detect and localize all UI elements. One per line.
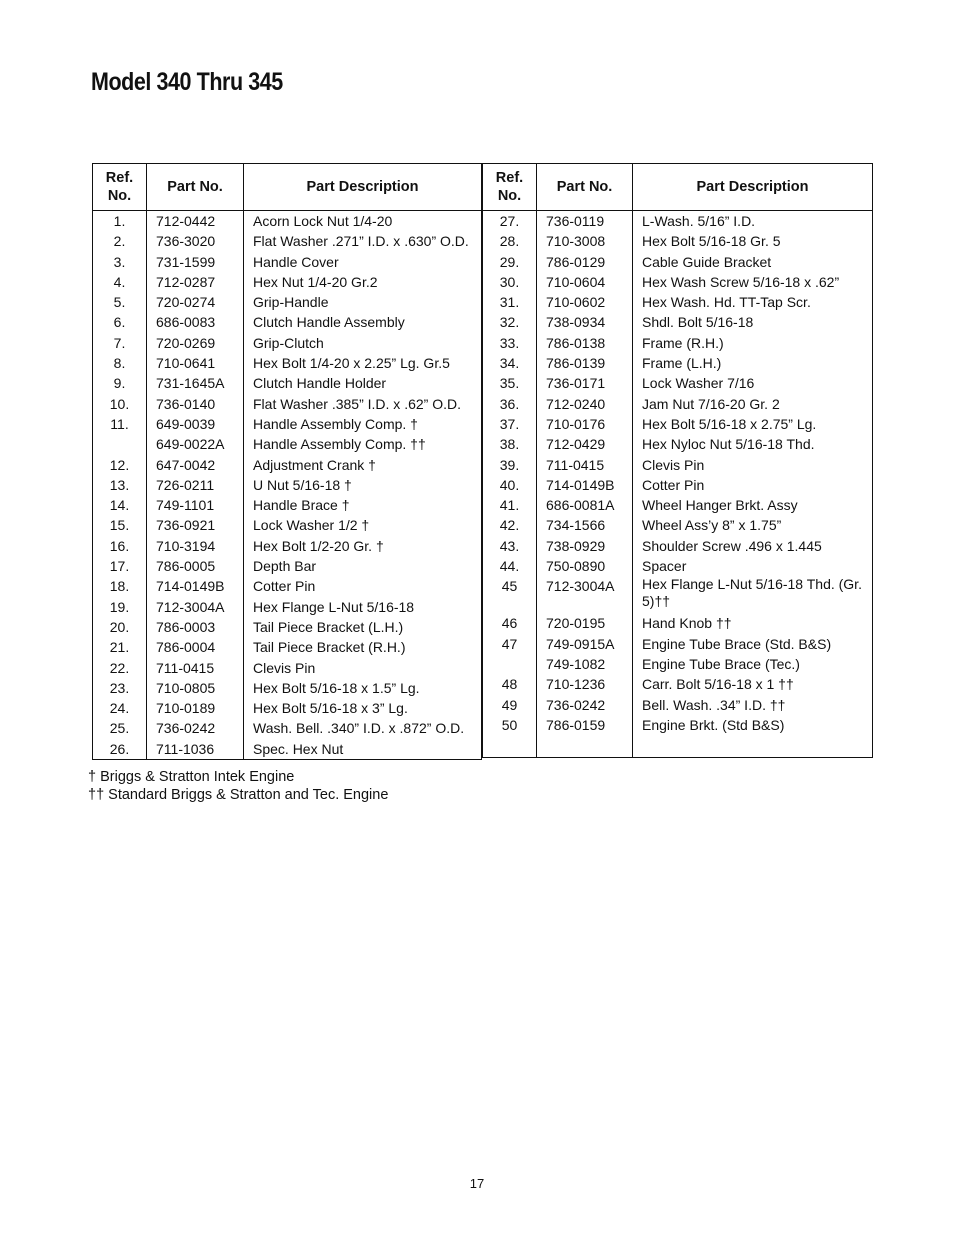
part-no-cell: 786-0138: [537, 333, 633, 353]
ref-no-cell: 7.: [93, 333, 147, 353]
ref-no-cell: 39.: [483, 455, 537, 475]
table-row: [93, 597, 482, 617]
part-no-cell: 711-0415: [537, 455, 633, 475]
ref-no-cell: 24.: [93, 698, 147, 718]
part-description-cell: Cotter Pin: [244, 576, 482, 596]
ref-no-cell: 29.: [483, 252, 537, 272]
part-description-cell: Hex Bolt 5/16-18 x 3” Lg.: [244, 698, 482, 718]
table-row: [483, 333, 873, 353]
table-row: [483, 272, 873, 292]
table-row: [483, 613, 873, 633]
part-no-cell: 749-1101: [147, 495, 244, 515]
part-no-cell: 786-0159: [537, 715, 633, 735]
ref-no-cell: 8.: [93, 353, 147, 373]
ref-no-cell: 21.: [93, 637, 147, 657]
ref-no-cell: 46: [483, 613, 537, 633]
part-description-cell: Depth Bar: [244, 556, 482, 576]
part-no-cell: 786-0005: [147, 556, 244, 576]
ref-no-cell: 26.: [93, 739, 147, 760]
ref-no-cell: 17.: [93, 556, 147, 576]
table-header-row: [93, 164, 482, 211]
table-row: [93, 698, 482, 718]
table-row: [483, 556, 873, 576]
ref-no-cell: 47: [483, 634, 537, 654]
part-description-cell: Wash. Bell. .340” I.D. x .872” O.D.: [244, 718, 482, 738]
header-ref-no: Ref. No.: [93, 164, 147, 211]
table-row: [93, 678, 482, 698]
table-row: [483, 394, 873, 414]
table-row: [93, 718, 482, 738]
part-no-cell: 710-0805: [147, 678, 244, 698]
table-row: [483, 211, 873, 232]
ref-no-cell: 43.: [483, 536, 537, 556]
part-description-cell: Hex Wash Screw 5/16-18 x .62”: [633, 272, 873, 292]
ref-no-cell: 18.: [93, 576, 147, 596]
part-description-cell: Flat Washer .385” I.D. x .62” O.D.: [244, 394, 482, 414]
part-no-cell: 712-0442: [147, 211, 244, 232]
part-description-cell: Clutch Handle Assembly: [244, 312, 482, 332]
header-part-no: Part No.: [147, 164, 244, 211]
ref-no-cell: 1.: [93, 211, 147, 232]
table-row: [93, 739, 482, 760]
table-row: [483, 414, 873, 434]
empty-cell: [633, 735, 873, 758]
part-description-cell: Lock Washer 7/16: [633, 373, 873, 393]
table-row: [483, 634, 873, 654]
part-description-cell: Hex Bolt 5/16-18 Gr. 5: [633, 231, 873, 251]
ref-no-cell: 32.: [483, 312, 537, 332]
table-row: [93, 617, 482, 637]
ref-no-cell: 16.: [93, 536, 147, 556]
table-row: [483, 434, 873, 454]
ref-no-cell: 31.: [483, 292, 537, 312]
ref-no-cell: 5.: [93, 292, 147, 312]
table-row: [483, 353, 873, 373]
ref-no-cell: 28.: [483, 231, 537, 251]
table-row: [483, 312, 873, 332]
ref-no-cell: 38.: [483, 434, 537, 454]
parts-table-right: [482, 163, 873, 758]
ref-no-cell: 2.: [93, 231, 147, 251]
table-row: [483, 695, 873, 715]
part-description-cell: Handle Assembly Comp. †: [244, 414, 482, 434]
part-no-cell: 726-0211: [147, 475, 244, 495]
part-description-cell: Wheel Hanger Brkt. Assy: [633, 495, 873, 515]
part-description-cell: Wheel Ass’y 8” x 1.75”: [633, 515, 873, 535]
ref-no-cell: 12.: [93, 455, 147, 475]
table-row: [93, 272, 482, 292]
part-description-cell: Grip-Clutch: [244, 333, 482, 353]
part-no-cell: 711-1036: [147, 739, 244, 760]
part-no-cell: 720-0274: [147, 292, 244, 312]
part-no-cell: 720-0195: [537, 613, 633, 633]
part-no-cell: 712-0240: [537, 394, 633, 414]
part-description-cell: Hex Flange L-Nut 5/16-18 Thd. (Gr. 5)††: [633, 576, 873, 613]
part-description-cell: Engine Tube Brace (Tec.): [633, 654, 873, 674]
part-no-cell: 711-0415: [147, 658, 244, 678]
part-no-cell: 712-3004A: [537, 576, 633, 613]
table-row: [93, 536, 482, 556]
ref-no-cell: 48: [483, 674, 537, 694]
ref-no-cell: 23.: [93, 678, 147, 698]
empty-cell: [483, 735, 537, 758]
table-row: [93, 312, 482, 332]
part-description-cell: Shoulder Screw .496 x 1.445: [633, 536, 873, 556]
part-no-cell: 710-0602: [537, 292, 633, 312]
table-row: [483, 292, 873, 312]
table-row: [483, 576, 873, 613]
table-row: [93, 414, 482, 434]
part-no-cell: 786-0139: [537, 353, 633, 373]
ref-no-cell: 13.: [93, 475, 147, 495]
part-no-cell: 736-3020: [147, 231, 244, 251]
part-description-cell: Tail Piece Bracket (R.H.): [244, 637, 482, 657]
ref-no-cell: 27.: [483, 211, 537, 232]
ref-no-cell: [483, 654, 537, 674]
part-no-cell: 736-0119: [537, 211, 633, 232]
ref-no-cell: 11.: [93, 414, 147, 434]
part-no-cell: 710-0641: [147, 353, 244, 373]
part-description-cell: Spec. Hex Nut: [244, 739, 482, 760]
ref-no-cell: 9.: [93, 373, 147, 393]
part-description-cell: U Nut 5/16-18 †: [244, 475, 482, 495]
ref-no-cell: 49: [483, 695, 537, 715]
part-no-cell: 738-0929: [537, 536, 633, 556]
part-description-cell: Adjustment Crank †: [244, 455, 482, 475]
part-description-cell: Hex Nut 1/4-20 Gr.2: [244, 272, 482, 292]
ref-no-cell: 6.: [93, 312, 147, 332]
table-header-row: [483, 164, 873, 211]
part-no-cell: 734-1566: [537, 515, 633, 535]
part-description-cell: Hex Bolt 1/4-20 x 2.25” Lg. Gr.5: [244, 353, 482, 373]
part-no-cell: 736-0242: [147, 718, 244, 738]
part-description-cell: L-Wash. 5/16” I.D.: [633, 211, 873, 232]
table-row: [93, 373, 482, 393]
footnote-single-dagger: † Briggs & Stratton Intek Engine: [88, 769, 295, 785]
table-row: [93, 658, 482, 678]
table-row: [93, 455, 482, 475]
ref-no-cell: 14.: [93, 495, 147, 515]
part-no-cell: 712-0287: [147, 272, 244, 292]
part-description-cell: Hex Bolt 5/16-18 x 2.75” Lg.: [633, 414, 873, 434]
part-description-cell: Hand Knob ††: [633, 613, 873, 633]
part-no-cell: 710-0604: [537, 272, 633, 292]
table-row: [93, 637, 482, 657]
part-no-cell: 786-0129: [537, 252, 633, 272]
ref-no-cell: 3.: [93, 252, 147, 272]
table-row: [93, 211, 482, 232]
table-row: [93, 434, 482, 454]
part-description-cell: Acorn Lock Nut 1/4-20: [244, 211, 482, 232]
part-description-cell: Cable Guide Bracket: [633, 252, 873, 272]
table-row: [483, 475, 873, 495]
part-description-cell: Jam Nut 7/16-20 Gr. 2: [633, 394, 873, 414]
ref-no-cell: 44.: [483, 556, 537, 576]
table-row: [93, 475, 482, 495]
ref-no-cell: 15.: [93, 515, 147, 535]
table-row: [483, 455, 873, 475]
part-no-cell: 731-1645A: [147, 373, 244, 393]
part-no-cell: 736-0242: [537, 695, 633, 715]
table-row: [483, 495, 873, 515]
header-part-description: Part Description: [633, 164, 873, 211]
part-no-cell: 736-0171: [537, 373, 633, 393]
part-no-cell: 712-3004A: [147, 597, 244, 617]
table-row: [483, 536, 873, 556]
part-description-cell: Frame (R.H.): [633, 333, 873, 353]
part-no-cell: 749-1082: [537, 654, 633, 674]
part-no-cell: 686-0081A: [537, 495, 633, 515]
table-row: [93, 231, 482, 251]
parts-table-left: [92, 163, 482, 760]
part-no-cell: 736-0921: [147, 515, 244, 535]
part-no-cell: 750-0890: [537, 556, 633, 576]
ref-no-cell: 40.: [483, 475, 537, 495]
part-description-cell: Lock Washer 1/2 †: [244, 515, 482, 535]
table-row: [93, 556, 482, 576]
part-description-cell: Spacer: [633, 556, 873, 576]
part-description-cell: Shdl. Bolt 5/16-18: [633, 312, 873, 332]
ref-no-cell: 4.: [93, 272, 147, 292]
ref-no-cell: 30.: [483, 272, 537, 292]
table-row: [483, 654, 873, 674]
part-description-cell: Hex Bolt 5/16-18 x 1.5” Lg.: [244, 678, 482, 698]
part-description-cell: Tail Piece Bracket (L.H.): [244, 617, 482, 637]
part-description-cell: Flat Washer .271” I.D. x .630” O.D.: [244, 231, 482, 251]
ref-no-cell: 37.: [483, 414, 537, 434]
part-no-cell: 736-0140: [147, 394, 244, 414]
parts-table-left-body: [93, 211, 482, 760]
ref-no-cell: 34.: [483, 353, 537, 373]
part-no-cell: 710-3008: [537, 231, 633, 251]
footnote-double-dagger: †† Standard Briggs & Stratton and Tec. Engine: [88, 787, 389, 803]
part-description-cell: Cotter Pin: [633, 475, 873, 495]
part-description-cell: Hex Nyloc Nut 5/16-18 Thd.: [633, 434, 873, 454]
ref-no-cell: [93, 434, 147, 454]
part-description-cell: Grip-Handle: [244, 292, 482, 312]
empty-cell: [537, 735, 633, 758]
ref-no-cell: 20.: [93, 617, 147, 637]
table-row: [93, 576, 482, 596]
ref-no-cell: 19.: [93, 597, 147, 617]
part-no-cell: 710-3194: [147, 536, 244, 556]
table-row: [483, 515, 873, 535]
part-no-cell: 710-0176: [537, 414, 633, 434]
part-description-cell: Engine Brkt. (Std B&S): [633, 715, 873, 735]
header-part-no: Part No.: [537, 164, 633, 211]
table-row: [93, 252, 482, 272]
part-no-cell: 647-0042: [147, 455, 244, 475]
part-description-cell: Hex Wash. Hd. TT-Tap Scr.: [633, 292, 873, 312]
table-row: [483, 231, 873, 251]
ref-no-cell: 41.: [483, 495, 537, 515]
header-part-description: Part Description: [244, 164, 482, 211]
header-ref-no: Ref. No.: [483, 164, 537, 211]
part-description-cell: Hex Flange L-Nut 5/16-18: [244, 597, 482, 617]
part-description-cell: Clutch Handle Holder: [244, 373, 482, 393]
table-row: [93, 515, 482, 535]
part-no-cell: 686-0083: [147, 312, 244, 332]
part-description-cell: Bell. Wash. .34” I.D. ††: [633, 695, 873, 715]
table-row: [93, 394, 482, 414]
table-row: [483, 373, 873, 393]
part-description-cell: Clevis Pin: [244, 658, 482, 678]
ref-no-cell: 50: [483, 715, 537, 735]
ref-no-cell: 45: [483, 576, 537, 613]
table-row: [483, 674, 873, 694]
page-title: Model 340 Thru 345: [91, 68, 283, 96]
ref-no-cell: 33.: [483, 333, 537, 353]
part-no-cell: 714-0149B: [537, 475, 633, 495]
table-row: [93, 292, 482, 312]
table-filler-row: [483, 735, 873, 758]
part-no-cell: 720-0269: [147, 333, 244, 353]
page-number: 17: [469, 1176, 485, 1191]
part-no-cell: 738-0934: [537, 312, 633, 332]
part-no-cell: 749-0915A: [537, 634, 633, 654]
part-no-cell: 649-0039: [147, 414, 244, 434]
ref-no-cell: 25.: [93, 718, 147, 738]
ref-no-cell: 22.: [93, 658, 147, 678]
footnotes: [88, 768, 388, 804]
table-row: [93, 333, 482, 353]
table-row: [93, 495, 482, 515]
ref-no-cell: 42.: [483, 515, 537, 535]
part-description-cell: Clevis Pin: [633, 455, 873, 475]
part-no-cell: 649-0022A: [147, 434, 244, 454]
table-row: [93, 353, 482, 373]
part-no-cell: 786-0004: [147, 637, 244, 657]
part-description-cell: Carr. Bolt 5/16-18 x 1 ††: [633, 674, 873, 694]
ref-no-cell: 10.: [93, 394, 147, 414]
part-no-cell: 712-0429: [537, 434, 633, 454]
part-description-cell: Hex Bolt 1/2-20 Gr. †: [244, 536, 482, 556]
parts-table-right-body: [483, 211, 873, 758]
part-no-cell: 710-1236: [537, 674, 633, 694]
table-row: [483, 715, 873, 735]
table-row: [483, 252, 873, 272]
part-description-cell: Frame (L.H.): [633, 353, 873, 373]
part-no-cell: 714-0149B: [147, 576, 244, 596]
ref-no-cell: 35.: [483, 373, 537, 393]
part-description-cell: Handle Assembly Comp. ††: [244, 434, 482, 454]
part-description-cell: Handle Brace †: [244, 495, 482, 515]
part-description-cell: Handle Cover: [244, 252, 482, 272]
part-no-cell: 710-0189: [147, 698, 244, 718]
part-no-cell: 786-0003: [147, 617, 244, 637]
part-description-cell: Engine Tube Brace (Std. B&S): [633, 634, 873, 654]
part-no-cell: 731-1599: [147, 252, 244, 272]
ref-no-cell: 36.: [483, 394, 537, 414]
